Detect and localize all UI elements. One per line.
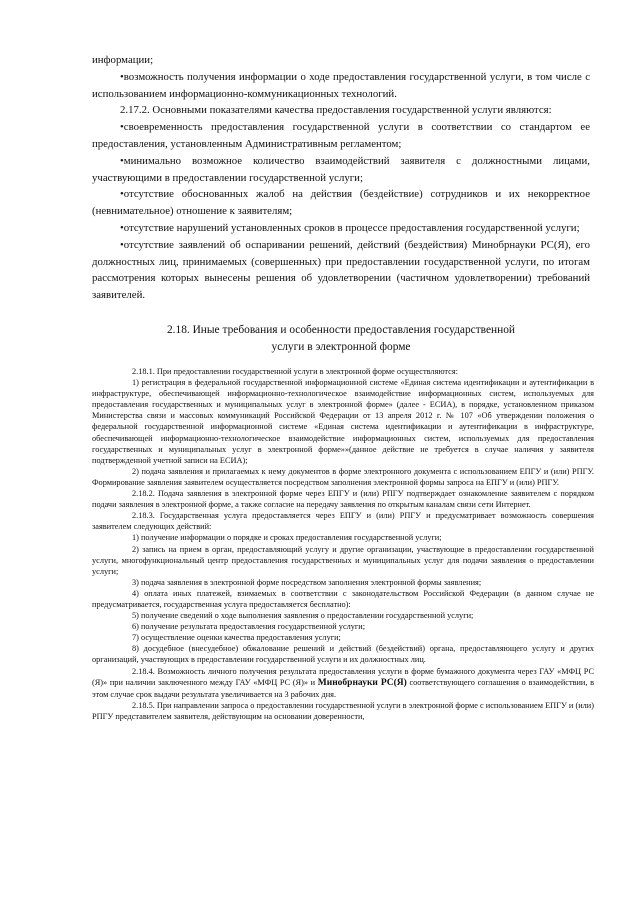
paragraph: 2) подача заявления и прилагаемых к нему документов в форме электронного документа с использованием ЕПГУ и (или) РПГУ. Формирование заявления заявителем осуществляется посредством заполнения электронной формы запроса на ЕПГУ и (или) РПГУ.: [92, 466, 594, 487]
paragraph: •отсутствие нарушений установленных сроков в процессе предоставления государственной услуги;: [120, 221, 580, 234]
paragraph: •минимально возможное количество взаимодействий заявителя с должностными лицами, участвующими в предоставлении государственной услуги;: [92, 154, 590, 184]
paragraph: 2.18.2. Подача заявления в электронной форме через ЕПГУ и (или) РПГУ подтверждает ознакомление заявителем с порядком подачи заявления в электронной форме, а также согласие на передачу заявления по открытым каналам связи сети Интернет.: [92, 489, 594, 510]
paragraph: •возможность получения информации о ходе предоставления государственной услуги, в том числе с использованием информационно-коммуникационных технологий.: [92, 70, 590, 100]
paragraph: 2) запись на прием в орган, предоставляющий услугу и другие организации, участвующие в предоставлении государственной услуги, многофункциональный центр предоставления государственных и муниципальных услуг для подачи заявления о предоставлении услуги;: [92, 544, 594, 576]
heading-line: 2.18. Иные требования и особенности предоставления государственной: [166, 324, 516, 336]
section-heading: [92, 322, 590, 356]
text-run: соответствующего соглашения о взаимодействии, в этом случае срок выдачи результата увеличивается на 3 рабочих дня.: [92, 677, 595, 699]
text-run: 2.18.4. Возможность личного получения результата предоставления услуги в форме бумажного документа через ГАУ «МФЦ РС (Я)» при наличии заключенного между ГАУ «МФЦ РС (Я)» и: [92, 666, 594, 687]
paragraph: 5) получение сведений о ходе выполнения заявления о предоставлении государственной услуги;: [132, 611, 474, 621]
paragraph: 6) получение результата предоставления государственной услуги;: [132, 622, 366, 632]
paragraph: 1) получение информации о порядке и сроках предоставления государственной услуги;: [132, 533, 442, 543]
paragraph: 8) досудебное (внесудебное) обжалование решений и действий (бездействий) органа, предоставляющего услугу и других организаций, участвующих в предоставлении государственной услуги и их должностных лиц.: [92, 644, 594, 665]
electronic-form-section: [92, 366, 594, 722]
ministry-name: Минобрнауки РС(Я): [317, 677, 407, 688]
paragraph: 4) оплата иных платежей, взимаемых в соответствии с законодательством Российской Федерации (в данном случае не предусматривается, государственная услуга предоставляется бесплатно):: [92, 588, 594, 609]
paragraph: •отсутствие заявлений об оспаривании решений, действий (бездействия) Минобрнауки РС(Я), его должностных лиц, принимаемых (совершенных) при предоставлении государственной услуги, по итогам рассмотрения которых вынесены решения об удовлетворении (частичном удовлетворении) требований заявителей.: [92, 238, 590, 302]
paragraph: 2.18.3. Государственная услуга предоставляется через ЕПГУ и (или) РПГУ и предусматривает возможность совершения заявителем следующих действий:: [92, 511, 594, 532]
paragraph: 1) регистрация в федеральной государственной информационной системе «Единая система идентификации и аутентификации в инфраструктуре, обеспечивающей информационно-технологическое взаимодействие информационных систем, используемых для предоставления государственных и муниципальных услуг в электронной форме» (далее - ЕСИА), в порядке, установленном приказом Министерства связи и массовых коммуникаций Российской Федерации от 13 апреля 2012 г. № 107 «Об утверждении положения о федеральной государственной информационной системе «Единая система идентификации и аутентификации в инфраструктуре, обеспечивающей информационно-технологическое взаимодействие информационных систем, используемых для предоставления государственных и муниципальных услуг в электронной форме»»(данное действие не требуется в случае наличия у заявителя подтвержденной учетной записи на ЕСИА);: [92, 378, 594, 465]
quality-indicators-section: [92, 52, 590, 304]
paragraph: •отсутствие обоснованных жалоб на действия (бездействие) сотрудников и их некорректное (невнимательное) отношение к заявителям;: [92, 188, 590, 218]
heading-line: услуги в электронной форме: [271, 341, 411, 353]
paragraph: 2.18.5. При направлении запроса о предоставлении государственной услуги в электронной форме с использованием ЕПГУ и (или) РПГУ представителем заявителя, действующим на основании доверенности,: [92, 700, 594, 721]
paragraph: 2.17.2. Основными показателями качества предоставления государственной услуги являются:: [120, 104, 552, 117]
paragraph: 7) осуществление оценки качества предоставления услуги;: [132, 633, 341, 643]
paragraph: 3) подача заявления в электронной форме посредством заполнения электронной формы заявления;: [132, 577, 482, 587]
paragraph: [92, 666, 594, 700]
paragraph: 2.18.1. При предоставлении государственной услуги в электронной форме осуществляются:: [132, 367, 458, 376]
paragraph: •своевременность предоставления государственной услуги в соответствии со стандартом ее предоставления, установленным Административным регламентом;: [92, 121, 590, 150]
paragraph: информации;: [92, 54, 154, 66]
